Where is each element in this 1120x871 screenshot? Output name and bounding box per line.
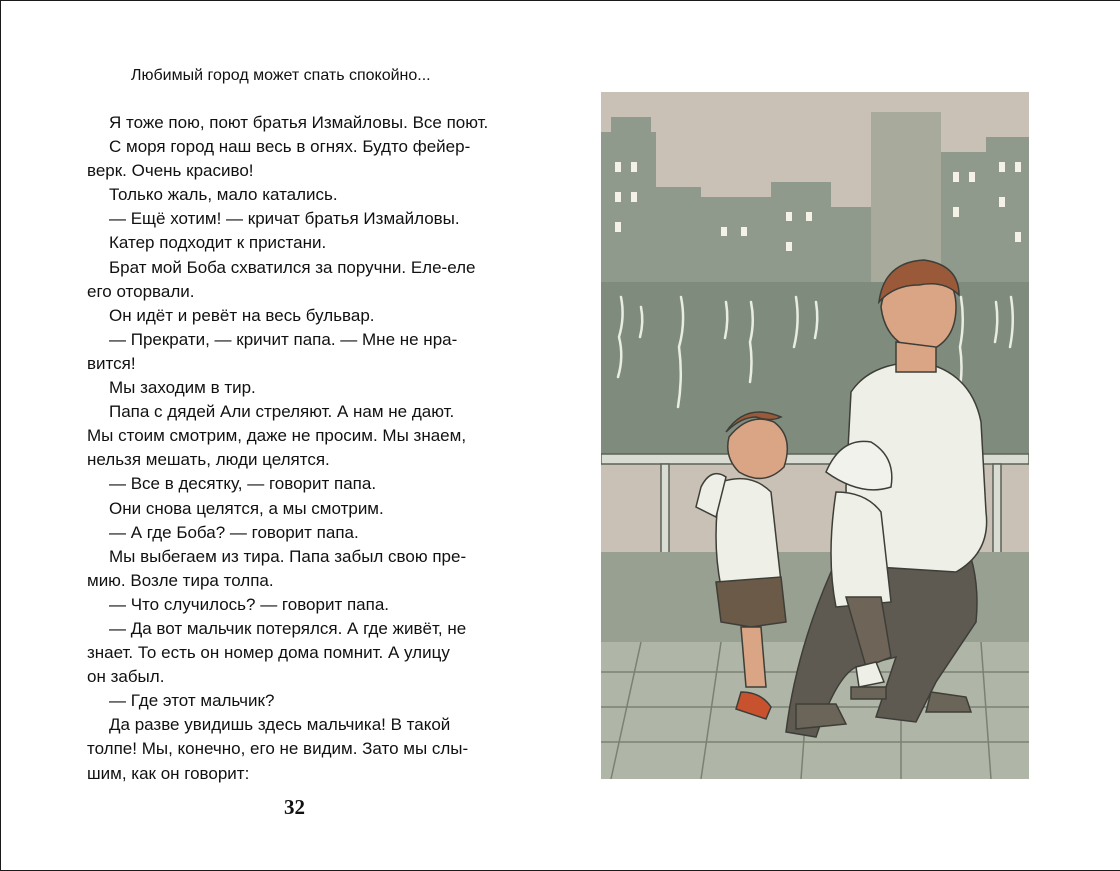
text-line: Мы выбегаем из тира. Папа забыл свою пре- — [109, 546, 467, 566]
illustration — [601, 92, 1029, 779]
text-line: он забыл. — [87, 667, 165, 687]
text-line: верк. Очень красиво! — [87, 161, 254, 181]
body-text — [87, 111, 509, 786]
text-line: его оторвали. — [87, 281, 195, 301]
text-line: Они снова целятся, а мы смотрим. — [109, 498, 384, 518]
text-line: Брат мой Боба схватился за поручни. Еле-еле — [109, 257, 476, 277]
text-line: — Да вот мальчик потерялся. А где живёт, не — [109, 618, 467, 638]
text-line: Он идёт и ревёт на весь бульвар. — [109, 305, 375, 325]
text-line: С моря город наш весь в огнях. Будто фейер- — [109, 137, 471, 157]
text-line: шим, как он говорит: — [87, 763, 250, 783]
text-line: мию. Возле тира толпа. — [87, 570, 274, 590]
text-line: знает. То есть он номер дома помнит. А улицу — [87, 643, 450, 663]
text-line: Да разве увидишь здесь мальчика! В такой — [109, 715, 451, 735]
text-line: — Все в десятку, — говорит папа. — [109, 474, 377, 494]
text-line: Мы стоим смотрим, даже не просим. Мы знаем, — [87, 426, 467, 446]
text-line: нельзя мешать, люди целятся. — [87, 450, 330, 470]
text-line: Мы заходим в тир. — [109, 378, 256, 398]
text-line: вится! — [87, 353, 136, 373]
text-line: — Где этот мальчик? — [109, 691, 275, 711]
text-line: Катер подходит к пристани. — [109, 233, 327, 253]
text-line: Только жаль, мало катались. — [109, 185, 338, 205]
text-line: толпе! Мы, конечно, его не видим. Зато мы слы- — [87, 739, 469, 759]
text-line: — Прекрати, — кричит папа. — Мне не нра- — [109, 329, 458, 349]
page-number: 32 — [284, 795, 305, 819]
text-line: — Что случилось? — говорит папа. — [109, 594, 390, 614]
text-line: Я тоже пою, поют братья Измайловы. Все поют. — [109, 113, 489, 132]
running-head: Любимый город может спать спокойно... — [131, 67, 431, 84]
text-line: Папа с дядей Али стреляют. А нам не дают. — [109, 402, 455, 422]
text-line: — А где Боба? — говорит папа. — [109, 522, 359, 542]
text-line: — Ещё хотим! — кричат братья Измайловы. — [109, 209, 460, 229]
